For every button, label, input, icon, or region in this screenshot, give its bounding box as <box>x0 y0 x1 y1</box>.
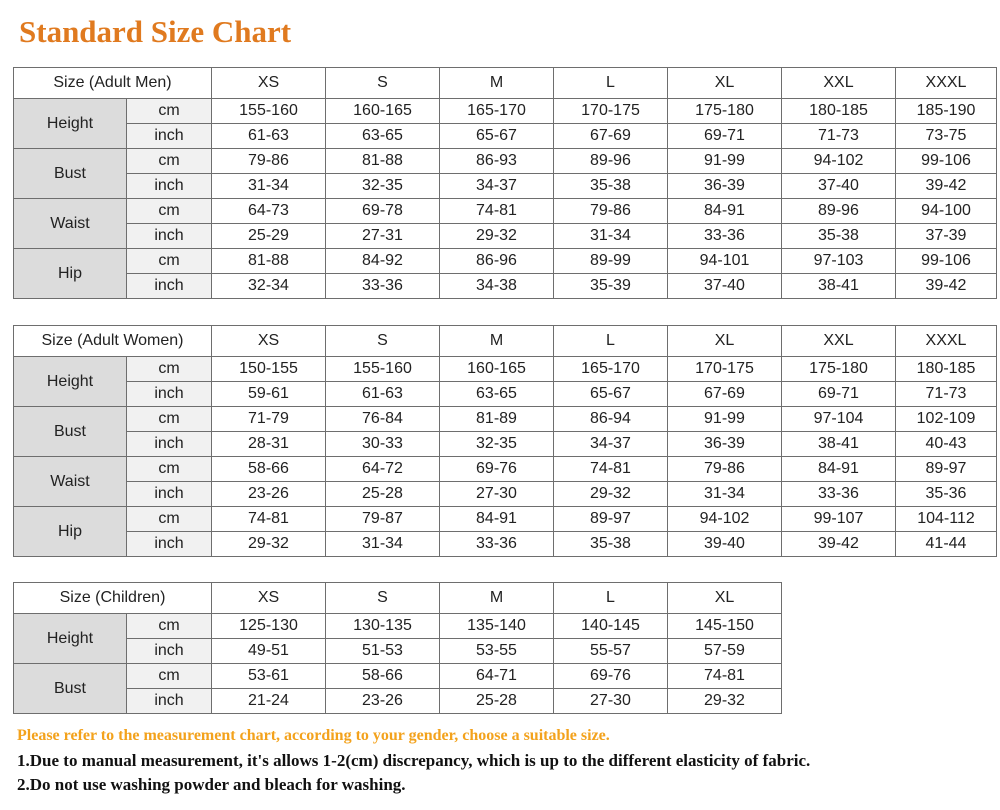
value-cell: 69-71 <box>668 124 782 149</box>
unit-cell: cm <box>127 249 212 274</box>
value-cell: 89-96 <box>554 149 668 174</box>
measurement-label: Waist <box>14 199 127 249</box>
value-cell: 53-61 <box>212 664 326 689</box>
table-row <box>14 149 997 174</box>
value-cell: 36-39 <box>668 432 782 457</box>
value-cell: 31-34 <box>326 532 440 557</box>
value-cell: 170-175 <box>554 99 668 124</box>
value-cell: 55-57 <box>554 639 668 664</box>
value-cell: 33-36 <box>440 532 554 557</box>
value-cell: 89-99 <box>554 249 668 274</box>
value-cell: 180-185 <box>782 99 896 124</box>
table-row <box>14 432 997 457</box>
unit-cell: cm <box>127 614 212 639</box>
value-cell: 102-109 <box>896 407 997 432</box>
unit-cell: cm <box>127 149 212 174</box>
size-header: L <box>554 583 668 614</box>
value-cell: 175-180 <box>782 357 896 382</box>
size-header: XXXL <box>896 68 997 99</box>
value-cell: 84-91 <box>668 199 782 224</box>
value-cell: 79-86 <box>212 149 326 174</box>
unit-cell: cm <box>127 507 212 532</box>
value-cell: 63-65 <box>326 124 440 149</box>
table-row <box>14 457 997 482</box>
measurement-label: Bust <box>14 664 127 714</box>
value-cell: 35-38 <box>554 174 668 199</box>
unit-cell: cm <box>127 407 212 432</box>
value-cell: 37-39 <box>896 224 997 249</box>
table-row <box>14 382 997 407</box>
size-header: M <box>440 326 554 357</box>
value-cell: 86-96 <box>440 249 554 274</box>
value-cell: 35-38 <box>782 224 896 249</box>
value-cell: 33-36 <box>326 274 440 299</box>
value-cell: 89-97 <box>896 457 997 482</box>
size-table-men <box>13 67 997 299</box>
unit-cell: inch <box>127 382 212 407</box>
value-cell: 58-66 <box>212 457 326 482</box>
measurement-label: Height <box>14 99 127 149</box>
value-cell: 69-78 <box>326 199 440 224</box>
value-cell: 97-104 <box>782 407 896 432</box>
value-cell: 51-53 <box>326 639 440 664</box>
table-row <box>14 99 997 124</box>
value-cell: 145-150 <box>668 614 782 639</box>
value-cell: 39-42 <box>896 174 997 199</box>
value-cell: 94-102 <box>668 507 782 532</box>
table-row <box>14 407 997 432</box>
size-header: S <box>326 583 440 614</box>
value-cell: 79-87 <box>326 507 440 532</box>
value-cell: 165-170 <box>554 357 668 382</box>
unit-cell: cm <box>127 199 212 224</box>
value-cell: 94-102 <box>782 149 896 174</box>
value-cell: 79-86 <box>668 457 782 482</box>
value-cell: 34-38 <box>440 274 554 299</box>
value-cell: 170-175 <box>668 357 782 382</box>
value-cell: 180-185 <box>896 357 997 382</box>
value-cell: 69-71 <box>782 382 896 407</box>
value-cell: 97-103 <box>782 249 896 274</box>
table-row <box>14 614 782 639</box>
size-header: XXXL <box>896 326 997 357</box>
value-cell: 59-61 <box>212 382 326 407</box>
value-cell: 91-99 <box>668 149 782 174</box>
size-header: XS <box>212 68 326 99</box>
value-cell: 104-112 <box>896 507 997 532</box>
value-cell: 74-81 <box>668 664 782 689</box>
value-cell: 40-43 <box>896 432 997 457</box>
size-header: L <box>554 326 668 357</box>
value-cell: 71-73 <box>896 382 997 407</box>
value-cell: 130-135 <box>326 614 440 639</box>
value-cell: 29-32 <box>554 482 668 507</box>
unit-cell: inch <box>127 274 212 299</box>
value-cell: 31-34 <box>554 224 668 249</box>
size-header: S <box>326 68 440 99</box>
size-guide-note: Please refer to the measurement chart, according to your gender, choose a suitable size. <box>17 727 610 744</box>
value-cell: 65-67 <box>440 124 554 149</box>
size-header: XS <box>212 583 326 614</box>
value-cell: 29-32 <box>440 224 554 249</box>
value-cell: 21-24 <box>212 689 326 714</box>
unit-cell: inch <box>127 432 212 457</box>
table-row <box>14 224 997 249</box>
unit-cell: inch <box>127 482 212 507</box>
value-cell: 29-32 <box>668 689 782 714</box>
value-cell: 99-106 <box>896 249 997 274</box>
size-table-women <box>13 325 997 557</box>
value-cell: 34-37 <box>554 432 668 457</box>
table-row <box>14 482 997 507</box>
value-cell: 25-28 <box>326 482 440 507</box>
value-cell: 150-155 <box>212 357 326 382</box>
value-cell: 84-92 <box>326 249 440 274</box>
table-row <box>14 507 997 532</box>
page-title: Standard Size Chart <box>19 14 292 49</box>
value-cell: 67-69 <box>668 382 782 407</box>
value-cell: 35-38 <box>554 532 668 557</box>
table-header-row <box>14 583 782 614</box>
measurement-label: Height <box>14 357 127 407</box>
value-cell: 81-88 <box>326 149 440 174</box>
value-cell: 94-101 <box>668 249 782 274</box>
value-cell: 67-69 <box>554 124 668 149</box>
washing-note: 2.Do not use washing powder and bleach for washing. <box>17 775 406 794</box>
size-header: XS <box>212 326 326 357</box>
value-cell: 32-34 <box>212 274 326 299</box>
value-cell: 91-99 <box>668 407 782 432</box>
value-cell: 29-32 <box>212 532 326 557</box>
value-cell: 35-39 <box>554 274 668 299</box>
value-cell: 135-140 <box>440 614 554 639</box>
size-header: S <box>326 326 440 357</box>
value-cell: 27-31 <box>326 224 440 249</box>
table-row <box>14 664 782 689</box>
table-header-label: Size (Adult Men) <box>14 68 212 99</box>
table-header-label: Size (Children) <box>14 583 212 614</box>
value-cell: 86-93 <box>440 149 554 174</box>
value-cell: 81-88 <box>212 249 326 274</box>
value-cell: 61-63 <box>212 124 326 149</box>
value-cell: 125-130 <box>212 614 326 639</box>
table-row <box>14 124 997 149</box>
table-header-row <box>14 326 997 357</box>
value-cell: 35-36 <box>896 482 997 507</box>
size-header: XXL <box>782 326 896 357</box>
value-cell: 33-36 <box>782 482 896 507</box>
unit-cell: cm <box>127 457 212 482</box>
value-cell: 63-65 <box>440 382 554 407</box>
value-cell: 64-73 <box>212 199 326 224</box>
value-cell: 165-170 <box>440 99 554 124</box>
value-cell: 38-41 <box>782 432 896 457</box>
value-cell: 41-44 <box>896 532 997 557</box>
value-cell: 23-26 <box>326 689 440 714</box>
unit-cell: cm <box>127 664 212 689</box>
value-cell: 89-96 <box>782 199 896 224</box>
table-row <box>14 199 997 224</box>
value-cell: 23-26 <box>212 482 326 507</box>
value-cell: 69-76 <box>554 664 668 689</box>
table-row <box>14 357 997 382</box>
unit-cell: inch <box>127 639 212 664</box>
value-cell: 76-84 <box>326 407 440 432</box>
measurement-label: Bust <box>14 149 127 199</box>
value-cell: 74-81 <box>440 199 554 224</box>
value-cell: 31-34 <box>668 482 782 507</box>
value-cell: 160-165 <box>326 99 440 124</box>
table-row <box>14 174 997 199</box>
value-cell: 37-40 <box>668 274 782 299</box>
unit-cell: inch <box>127 689 212 714</box>
value-cell: 71-73 <box>782 124 896 149</box>
size-header: L <box>554 68 668 99</box>
size-header: M <box>440 583 554 614</box>
value-cell: 74-81 <box>554 457 668 482</box>
value-cell: 32-35 <box>326 174 440 199</box>
measurement-label: Waist <box>14 457 127 507</box>
table-row <box>14 639 782 664</box>
value-cell: 39-42 <box>782 532 896 557</box>
measurement-label: Bust <box>14 407 127 457</box>
value-cell: 155-160 <box>212 99 326 124</box>
size-header: XXL <box>782 68 896 99</box>
value-cell: 34-37 <box>440 174 554 199</box>
unit-cell: inch <box>127 224 212 249</box>
value-cell: 94-100 <box>896 199 997 224</box>
value-cell: 36-39 <box>668 174 782 199</box>
size-table-children <box>13 582 782 714</box>
value-cell: 53-55 <box>440 639 554 664</box>
value-cell: 140-145 <box>554 614 668 639</box>
measurement-label: Height <box>14 614 127 664</box>
value-cell: 28-31 <box>212 432 326 457</box>
table-row <box>14 532 997 557</box>
measurement-label: Hip <box>14 249 127 299</box>
value-cell: 33-36 <box>668 224 782 249</box>
size-header: M <box>440 68 554 99</box>
value-cell: 99-107 <box>782 507 896 532</box>
value-cell: 81-89 <box>440 407 554 432</box>
value-cell: 160-165 <box>440 357 554 382</box>
value-cell: 175-180 <box>668 99 782 124</box>
value-cell: 61-63 <box>326 382 440 407</box>
value-cell: 69-76 <box>440 457 554 482</box>
value-cell: 30-33 <box>326 432 440 457</box>
value-cell: 27-30 <box>554 689 668 714</box>
value-cell: 27-30 <box>440 482 554 507</box>
value-cell: 84-91 <box>782 457 896 482</box>
value-cell: 64-71 <box>440 664 554 689</box>
value-cell: 79-86 <box>554 199 668 224</box>
value-cell: 39-42 <box>896 274 997 299</box>
value-cell: 84-91 <box>440 507 554 532</box>
table-row <box>14 249 997 274</box>
value-cell: 49-51 <box>212 639 326 664</box>
value-cell: 25-28 <box>440 689 554 714</box>
value-cell: 71-79 <box>212 407 326 432</box>
size-header: XL <box>668 583 782 614</box>
value-cell: 89-97 <box>554 507 668 532</box>
table-header-label: Size (Adult Women) <box>14 326 212 357</box>
table-row <box>14 689 782 714</box>
value-cell: 73-75 <box>896 124 997 149</box>
value-cell: 39-40 <box>668 532 782 557</box>
value-cell: 155-160 <box>326 357 440 382</box>
value-cell: 64-72 <box>326 457 440 482</box>
value-cell: 185-190 <box>896 99 997 124</box>
unit-cell: cm <box>127 99 212 124</box>
unit-cell: inch <box>127 124 212 149</box>
unit-cell: inch <box>127 174 212 199</box>
value-cell: 74-81 <box>212 507 326 532</box>
value-cell: 65-67 <box>554 382 668 407</box>
value-cell: 37-40 <box>782 174 896 199</box>
value-cell: 57-59 <box>668 639 782 664</box>
size-header: XL <box>668 68 782 99</box>
table-row <box>14 274 997 299</box>
measurement-label: Hip <box>14 507 127 557</box>
value-cell: 32-35 <box>440 432 554 457</box>
unit-cell: cm <box>127 357 212 382</box>
value-cell: 86-94 <box>554 407 668 432</box>
table-header-row <box>14 68 997 99</box>
value-cell: 58-66 <box>326 664 440 689</box>
size-header: XL <box>668 326 782 357</box>
value-cell: 99-106 <box>896 149 997 174</box>
measurement-note: 1.Due to manual measurement, it's allows 1-2(cm) discrepancy, which is up to the different elasticity of fabric. <box>17 751 811 770</box>
value-cell: 31-34 <box>212 174 326 199</box>
value-cell: 38-41 <box>782 274 896 299</box>
unit-cell: inch <box>127 532 212 557</box>
value-cell: 25-29 <box>212 224 326 249</box>
